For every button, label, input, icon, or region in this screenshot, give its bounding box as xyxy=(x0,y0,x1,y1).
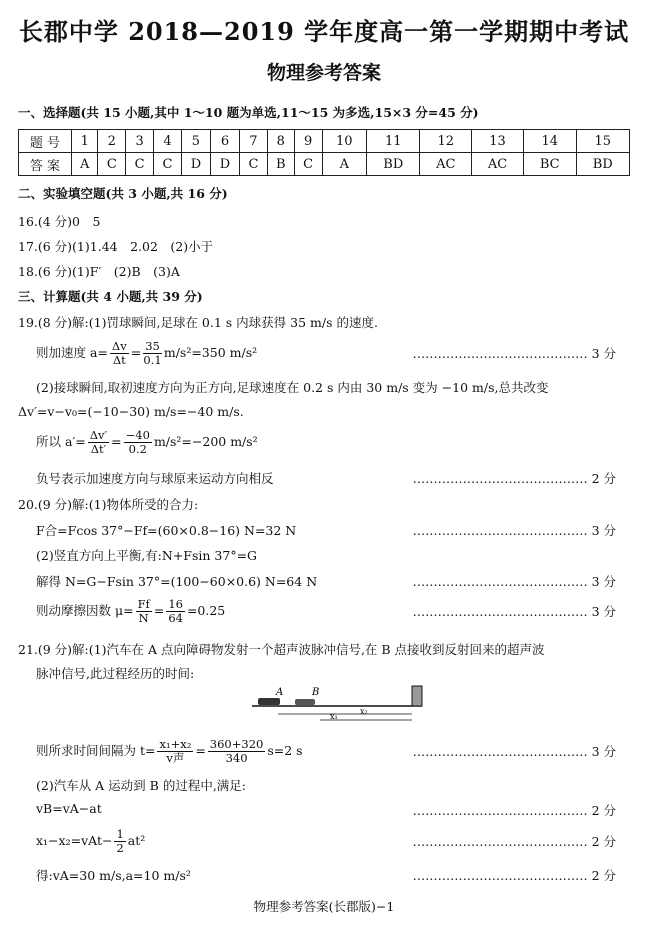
answer-cell: D xyxy=(210,153,239,176)
score-mark: …………………………………… 2 分 xyxy=(412,471,616,486)
answer-cell: BD xyxy=(576,153,629,176)
question-number: 9 xyxy=(294,130,322,153)
question-number: 7 xyxy=(240,130,268,153)
question-number: 10 xyxy=(322,130,367,153)
answer-cell: BC xyxy=(523,153,576,176)
denominator: 64 xyxy=(168,611,183,625)
question-number: 12 xyxy=(420,130,472,153)
numerator: 360+320 xyxy=(209,737,264,751)
answer-cell: A xyxy=(322,153,367,176)
q20-line2 xyxy=(36,521,634,539)
formula-text: 则动摩擦因数 μ= xyxy=(36,603,134,618)
score-mark: …………………………………… 3 分 xyxy=(412,523,616,538)
answer-cell: BD xyxy=(367,153,420,176)
numerator: 16 xyxy=(168,597,183,611)
formula-text: vB=vA−at xyxy=(36,801,102,816)
answer-key-title: 物理参考答案 xyxy=(266,62,381,84)
q19-line3: (2)接球瞬间,取初速度方向为正方向,足球速度在 0.2 s 内由 30 m/s 变为 −10 m/s,总共改变 xyxy=(36,380,549,395)
car-a-icon xyxy=(258,698,280,705)
denominator: N xyxy=(138,611,149,625)
score-mark: …………………………………… 3 分 xyxy=(412,574,616,589)
car-b-icon xyxy=(295,699,315,705)
question-number: 13 xyxy=(472,130,524,153)
numerator: 1 xyxy=(116,827,124,841)
q20-line1: 20.(9 分)解:(1)物体所受的合力: xyxy=(18,497,199,512)
numerator: Δv xyxy=(111,339,127,353)
answer-text: 负号表示加速度方向与球原来运动方向相反 xyxy=(36,471,274,486)
formula-text: 则加速度 a= xyxy=(36,345,108,360)
row-label-number: 题 号 xyxy=(19,130,72,153)
formula-text: 所以 a′= xyxy=(36,434,86,449)
answer-cell: C xyxy=(126,153,154,176)
q21-line2: 脉冲信号,此过程经历的时间: xyxy=(36,666,195,681)
label-a: A xyxy=(276,687,284,698)
score-mark: …………………………………… 3 分 xyxy=(412,604,616,619)
fraction xyxy=(166,598,185,625)
q19-line4: Δv′=v−v₀=(−10−30) m/s=−40 m/s. xyxy=(18,404,244,419)
denominator: 0.1 xyxy=(143,353,162,367)
q19-acceleration: 则加速度 a= $\frac{\Delta v}{\Delta t}$ = $\frac{35}{0.1}$ m/s²=350 m/s² …………………………………… 3 分 xyxy=(36,339,616,367)
q21-time: 则所求时间间隔为 t= $\frac{\text{x₁+x₂}}{\text{v声}}$ = $\frac{360+320}{340}$ s=2 s …………………………………… 3 分 xyxy=(36,737,616,765)
formula-text: 则所求时间间隔为 t= xyxy=(36,743,156,758)
formula-text: s=2 s xyxy=(267,743,303,758)
row-label-answer: 答 案 xyxy=(19,153,72,176)
denominator: Δt xyxy=(112,353,126,367)
exam-title: 长郡中学 2018—2019 学年度高一第一学期期中考试 xyxy=(18,17,630,46)
question-number: 2 xyxy=(98,130,126,153)
q19-line6 xyxy=(36,469,634,487)
q21-line7 xyxy=(36,866,634,884)
answer-17: 17.(6 分)(1)1.44 2.02 (2)小于 xyxy=(18,239,214,254)
formula-text: 解得 N=G−Fsin 37°=(100−60×0.6) N=64 N xyxy=(36,574,318,589)
question-number: 4 xyxy=(154,130,182,153)
q19-acceleration2: 所以 a′= $\frac{\Delta v'}{\Delta t'}$ = $\frac{-40}{0.2}$ m/s²=−200 m/s² xyxy=(36,428,258,456)
ultrasound-diagram xyxy=(250,684,430,726)
section1-heading: 一、选择题(共 15 小题,其中 1～10 题为单选,11～15 为多选,15×3 分=45 分) xyxy=(18,105,479,120)
q21-line1: 21.(9 分)解:(1)汽车在 A 点向障碍物发射一个超声波脉冲信号,在 B 点接收到反射回来的超声波 xyxy=(18,642,545,657)
q21-line4: (2)汽车从 A 运动到 B 的过程中,满足: xyxy=(36,778,246,793)
answer-cell: B xyxy=(267,153,294,176)
numerator: Ff xyxy=(137,597,150,611)
fraction xyxy=(88,429,109,456)
question-number: 5 xyxy=(181,130,210,153)
formula-text: F合=Fcos 37°−Ff=(60×0.8−16) N=32 N xyxy=(36,523,297,538)
question-number: 8 xyxy=(267,130,294,153)
q19-line1: 19.(8 分)解:(1)罚球瞬间,足球在 0.1 s 内球获得 35 m/s 的速度. xyxy=(18,315,378,330)
section3-heading: 三、计算题(共 4 小题,共 39 分) xyxy=(18,289,203,304)
table-row xyxy=(19,130,630,153)
denominator: 340 xyxy=(225,751,248,765)
answer-cell: C xyxy=(240,153,268,176)
numerator: −40 xyxy=(125,428,150,442)
q20-friction: 则动摩擦因数 μ= $\frac{Ff}{N}$ = $\frac{16}{64}$ =0.25 …………………………………… 3 分 xyxy=(36,597,616,625)
denominator: Δt′ xyxy=(90,442,107,456)
q20-line3: (2)竖直方向上平衡,有:N+Fsin 37°=G xyxy=(36,548,258,563)
answer-16: 16.(4 分)0 5 xyxy=(18,214,101,229)
formula-text: m/s²=−200 m/s² xyxy=(153,434,258,449)
answer-cell: AC xyxy=(420,153,472,176)
answer-cell: D xyxy=(181,153,210,176)
formula-text: =0.25 xyxy=(186,603,226,618)
formula-text: m/s²=350 m/s² xyxy=(163,345,258,360)
q21-line5 xyxy=(36,801,634,816)
fraction xyxy=(208,738,266,765)
obstacle-icon xyxy=(412,686,422,706)
denominator: 2 xyxy=(116,841,124,855)
answer-cell: AC xyxy=(472,153,524,176)
label-x1: x₁ xyxy=(330,712,338,721)
answer-cell: C xyxy=(154,153,182,176)
fraction xyxy=(124,429,152,456)
question-number: 1 xyxy=(72,130,98,153)
table-row xyxy=(19,153,630,176)
question-number: 15 xyxy=(576,130,629,153)
answer-table xyxy=(18,129,630,176)
numerator: 35 xyxy=(145,339,160,353)
fraction xyxy=(110,340,129,367)
score-mark: …………………………………… 2 分 xyxy=(412,803,616,818)
question-number: 14 xyxy=(523,130,576,153)
q20-line4 xyxy=(36,572,634,590)
denominator: 0.2 xyxy=(128,442,147,456)
section2-heading: 二、实验填空题(共 3 小题,共 16 分) xyxy=(18,186,228,201)
answer-cell: A xyxy=(72,153,98,176)
answer-cell: C xyxy=(98,153,126,176)
q21-line6 xyxy=(36,828,634,855)
fraction xyxy=(114,828,125,855)
score-mark: …………………………………… 2 分 xyxy=(412,868,616,883)
fraction xyxy=(136,598,152,625)
page-footer: 物理参考答案(长郡版)−1 xyxy=(253,899,395,914)
answer-18: 18.(6 分)(1)F′ (2)B (3)A xyxy=(18,264,180,279)
fraction xyxy=(143,340,162,367)
formula-text: at² xyxy=(127,833,146,848)
score-mark: …………………………………… 3 分 xyxy=(412,346,616,361)
label-x2: x₂ xyxy=(360,707,368,716)
denominator: v声 xyxy=(166,751,185,765)
formula-text: 得:vA=30 m/s,a=10 m/s² xyxy=(36,868,191,883)
score-mark: …………………………………… 2 分 xyxy=(412,834,616,849)
question-number: 6 xyxy=(210,130,239,153)
fraction xyxy=(157,738,193,765)
label-b: B xyxy=(312,687,320,698)
question-number: 3 xyxy=(126,130,154,153)
score-mark: …………………………………… 3 分 xyxy=(412,744,616,759)
answer-cell: C xyxy=(294,153,322,176)
question-number: 11 xyxy=(367,130,420,153)
numerator: x₁+x₂ xyxy=(159,737,192,751)
numerator: Δv′ xyxy=(89,428,108,442)
formula-text: x₁−x₂=vAt− xyxy=(36,833,113,848)
